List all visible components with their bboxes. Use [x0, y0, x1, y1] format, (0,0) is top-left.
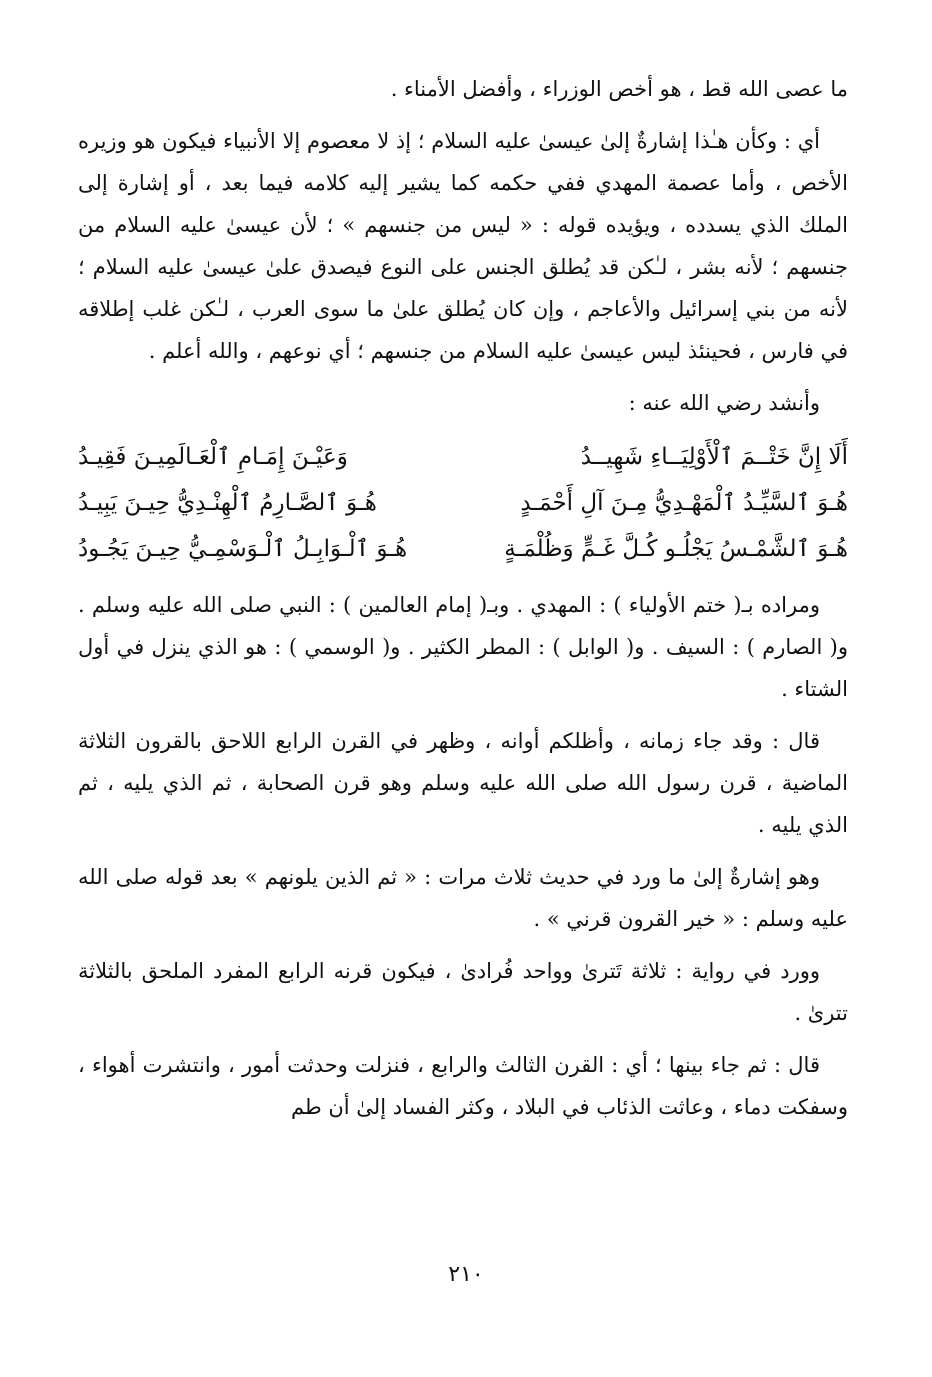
paragraph: قال : ثم جاء بينها ؛ أي : القرن الثالث والرابع ، فنزلت وحدثت أمور ، وانتشرت أهواء ، وسفكت دماء ، وعاثت الذئاب في البلاد ، وكثر الفساد إلىٰ أن طم — [78, 1053, 848, 1119]
verse-second-hemistich: هُـوَ ٱلصَّـارِمُ ٱلْهِنْـدِيُّ حِيـنَ يَبِيـدُ — [78, 490, 377, 516]
verse-second-hemistich: هُـوَ ٱلْـوَابِـلُ ٱلْـوَسْمِـيُّ حِيـنَ يَجُـودُ — [78, 536, 408, 562]
paragraph: أي : وكأن هـٰذا إشارةٌ إلىٰ عيسىٰ عليه السلام ؛ إذ لا معصوم إلا الأنبياء فيكون هو وزيره الأخص ، وأما عصمة المهدي ففي حكمه كما يشير إليه كلامه فيما بعد ، أو إشارة إلى الملك الذي يسدده ، ويؤيده قوله : « ليس من جنسهم » ؛ لأن عيسىٰ عليه السلام من جنسهم ؛ لأنه بشر ، لـٰكن قد يُطلق الجنس على النوع فيصدق علىٰ عيسىٰ عليه السلام ؛ لأنه من بني إسرائيل والأعاجم ، وإن كان يُطلق علىٰ ما سوى العرب ، لـٰكن غلب إطلاقه في فارس ، فحينئذ ليس عيسىٰ عليه السلام من جنسهم ؛ أي نوعهم ، والله أعلم . — [78, 129, 848, 363]
paragraph: وهو إشارةٌ إلىٰ ما ورد في حديث ثلاث مرات : « ثم الذين يلونهم » بعد قوله صلى الله عليه وسلم : « خير القرون قرني » . — [78, 865, 848, 931]
paragraphs-bottom — [78, 584, 848, 1128]
paragraph: ما عصى الله قط ، هو أخص الوزراء ، وأفضل الأمناء . — [390, 77, 848, 101]
verse-first-hemistich: هُـوَ ٱلسَّيِّـدُ ٱلْمَهْـدِيُّ مِـنَ آلِ أَحْمَـدٍ — [520, 490, 848, 516]
paragraph: وأنشد رضي الله عنه : — [628, 391, 820, 415]
poem — [78, 434, 848, 572]
paragraph: قال : وقد جاء زمانه ، وأظلكم أوانه ، وظهر في القرن الرابع اللاحق بالقرون الثلاثة الماضية ، قرن رسول الله صلى الله عليه وسلم وهو قرن الصحابة ، ثم الذي يليه ، ثم الذي يليه . — [78, 729, 848, 837]
paragraphs-top — [78, 68, 848, 424]
poem-verse — [78, 434, 848, 480]
poem-verse — [78, 480, 848, 526]
page-number: ٢١٠ — [448, 1262, 484, 1287]
poem-verse — [78, 526, 848, 572]
paragraph: ومراده بـ( ختم الأولياء ) : المهدي . وبـ( إمام العالمين ) : النبي صلى الله عليه وسلم . و( الصارم ) : السيف . و( الوابل ) : المطر الكثير . و( الوسمي ) : هو الذي ينزل في أول الشتاء . — [78, 593, 848, 701]
verse-first-hemistich: أَلَا إِنَّ خَتْــمَ ٱلْأَوْلِيَــاءِ شَهِيــدُ — [580, 444, 848, 470]
verse-first-hemistich: هُـوَ ٱلشَّمْـسُ يَجْلُـو كُـلَّ غَـمٍّ وَظُلْمَـةٍ — [504, 536, 848, 562]
verse-second-hemistich: وَعَيْـنَ إِمَـامِ ٱلْعَـالَمِيـنَ فَقِيـدُ — [78, 444, 348, 470]
paragraph: وورد في رواية : ثلاثة تَترىٰ وواحد فُرادىٰ ، فيكون قرنه الرابع المفرد الملحق بالثلاثة تترىٰ . — [78, 959, 848, 1025]
page-body — [78, 68, 848, 1138]
